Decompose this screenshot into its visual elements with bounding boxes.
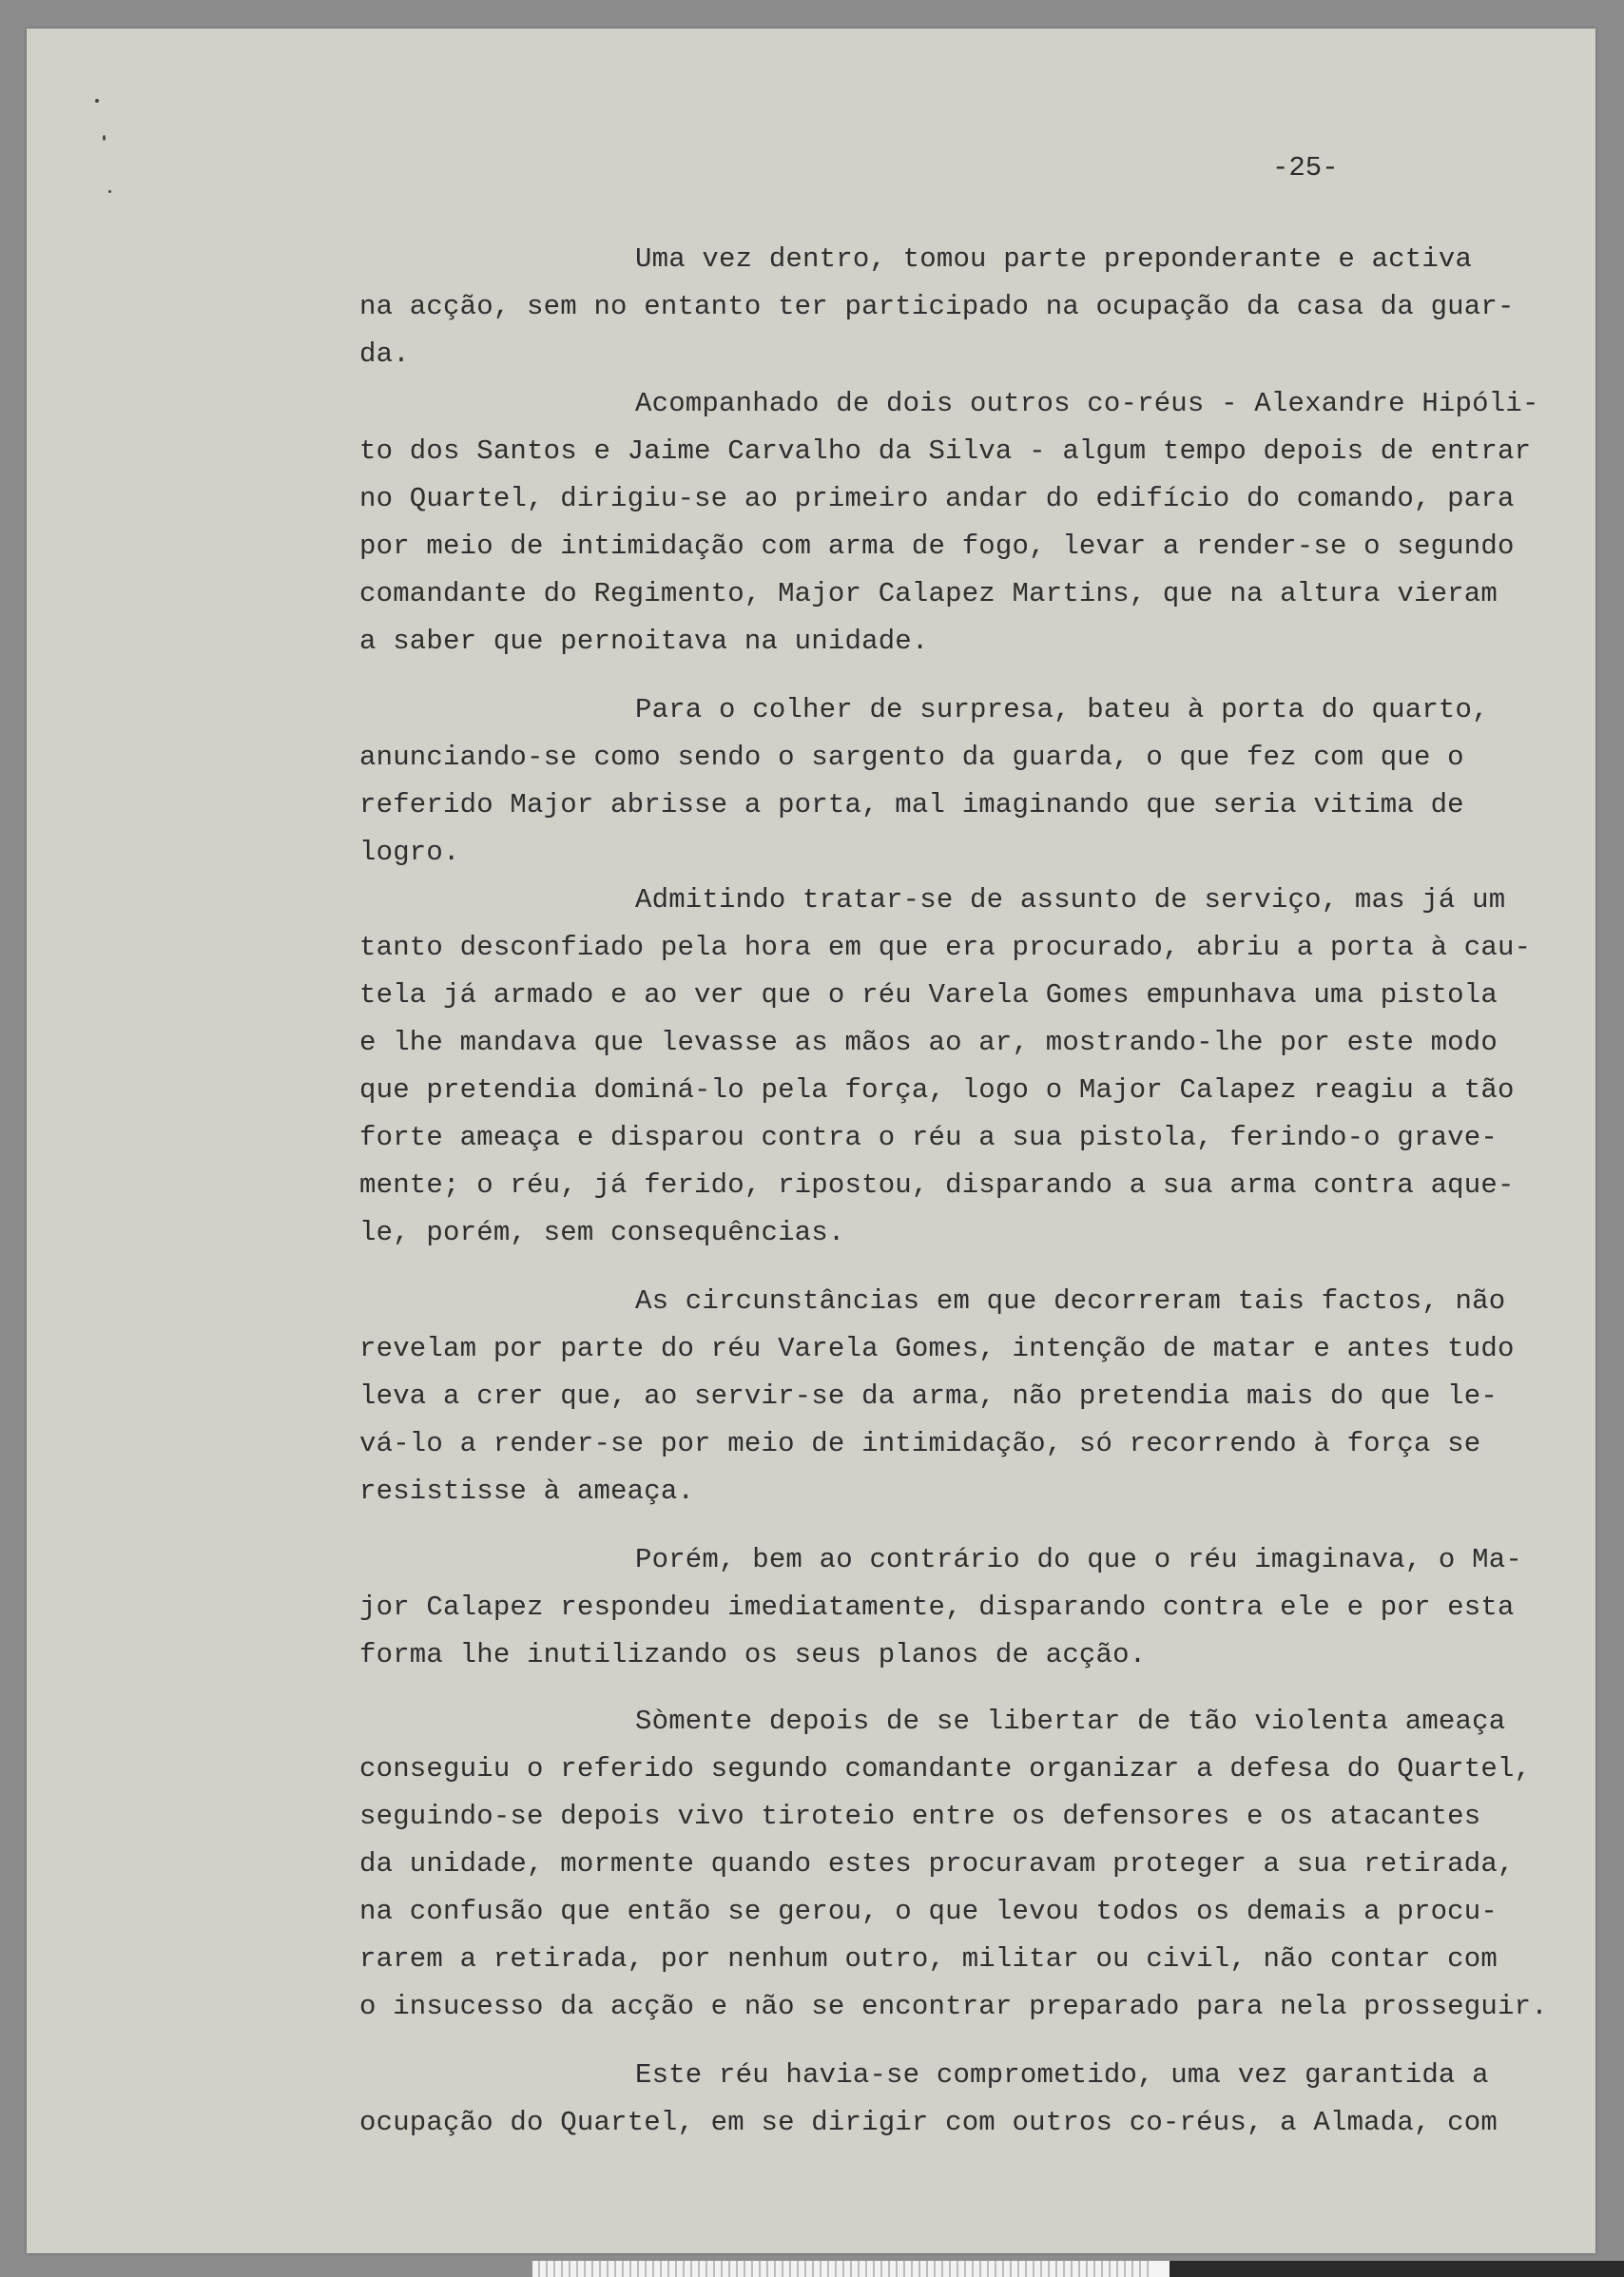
text-line: por meio de intimidação com arma de fogo, levar a render-se o segundo bbox=[359, 531, 1515, 562]
text-line: comandante do Regimento, Major Calapez Martins, que na altura vieram bbox=[359, 578, 1498, 609]
text-line: na confusão que então se gerou, o que levou todos os demais a procu- bbox=[359, 1896, 1498, 1927]
text-line: Uma vez dentro, tomou parte preponderante e activa bbox=[635, 243, 1473, 275]
text-line: vá-lo a render-se por meio de intimidação, só recorrendo à força se bbox=[359, 1428, 1481, 1459]
text-line: e lhe mandava que levasse as mãos ao ar, mostrando-lhe por este modo bbox=[359, 1027, 1498, 1058]
text-line: leva a crer que, ao servir-se da arma, não pretendia mais do que le- bbox=[359, 1380, 1498, 1412]
text-line: Acompanhado de dois outros co-réus - Alexandre Hipóli- bbox=[635, 388, 1539, 419]
text-line: seguindo-se depois vivo tiroteio entre os defensores e os atacantes bbox=[359, 1801, 1481, 1832]
text-line: referido Major abrisse a porta, mal imaginando que seria vitima de bbox=[359, 789, 1464, 820]
text-line: le, porém, sem consequências. bbox=[359, 1217, 845, 1248]
paper-speck bbox=[95, 99, 99, 103]
text-line: rarem a retirada, por nenhum outro, militar ou civil, não contar com bbox=[359, 1943, 1498, 1975]
text-line: Sòmente depois de se libertar de tão violenta ameaça bbox=[635, 1706, 1506, 1737]
text-line: anunciando-se como sendo o sargento da guarda, o que fez com que o bbox=[359, 742, 1464, 773]
text-line: no Quartel, dirigiu-se ao primeiro andar do edifício do comando, para bbox=[359, 483, 1515, 514]
text-line: na acção, sem no entanto ter participado na ocupação da casa da guar- bbox=[359, 291, 1515, 322]
ruler-gap bbox=[1150, 2261, 1170, 2277]
text-line: forte ameaça e disparou contra o réu a sua pistola, ferindo-o grave- bbox=[359, 1122, 1498, 1153]
text-line: forma lhe inutilizando os seus planos de acção. bbox=[359, 1639, 1147, 1670]
text-line: que pretendia dominá-lo pela força, logo o Major Calapez reagiu a tão bbox=[359, 1074, 1515, 1106]
page-number: -25- bbox=[1272, 152, 1339, 183]
text-line: conseguiu o referido segundo comandante organizar a defesa do Quartel, bbox=[359, 1753, 1532, 1785]
text-line: tela já armado e ao ver que o réu Varela Gomes empunhava uma pistola bbox=[359, 979, 1498, 1011]
text-line: As circunstâncias em que decorreram tais factos, não bbox=[635, 1285, 1506, 1317]
text-line: resistisse à ameaça. bbox=[359, 1476, 695, 1507]
text-line: logro. bbox=[359, 837, 460, 868]
paper-speck bbox=[103, 135, 106, 141]
text-line: tanto desconfiado pela hora em que era procurado, abriu a porta à cau- bbox=[359, 932, 1532, 963]
text-line: Admitindo tratar-se de assunto de serviço, mas já um bbox=[635, 884, 1506, 916]
text-line: revelam por parte do réu Varela Gomes, intenção de matar e antes tudo bbox=[359, 1333, 1515, 1364]
text-line: mente; o réu, já ferido, ripostou, disparando a sua arma contra aque- bbox=[359, 1169, 1515, 1201]
text-line: Para o colher de surpresa, bateu à porta do quarto, bbox=[635, 694, 1489, 725]
text-line: ocupação do Quartel, em se dirigir com outros co-réus, a Almada, com bbox=[359, 2107, 1498, 2138]
ruler-dark-segment bbox=[1170, 2261, 1624, 2277]
text-line: da unidade, mormente quando estes procuravam proteger a sua retirada, bbox=[359, 1848, 1515, 1880]
text-line: Este réu havia-se comprometido, uma vez garantida a bbox=[635, 2059, 1489, 2091]
text-line: jor Calapez respondeu imediatamente, disparando contra ele e por esta bbox=[359, 1592, 1515, 1623]
text-line: da. bbox=[359, 338, 410, 370]
text-line: o insucesso da acção e não se encontrar preparado para nela prosseguir. bbox=[359, 1991, 1548, 2022]
text-line: to dos Santos e Jaime Carvalho da Silva - algum tempo depois de entrar bbox=[359, 435, 1532, 467]
text-line: a saber que pernoitava na unidade. bbox=[359, 626, 929, 657]
paper-speck bbox=[108, 190, 111, 193]
text-line: Porém, bem ao contrário do que o réu imaginava, o Ma- bbox=[635, 1544, 1522, 1575]
scan-color-ruler bbox=[532, 2261, 1624, 2277]
document-page bbox=[27, 29, 1595, 2253]
